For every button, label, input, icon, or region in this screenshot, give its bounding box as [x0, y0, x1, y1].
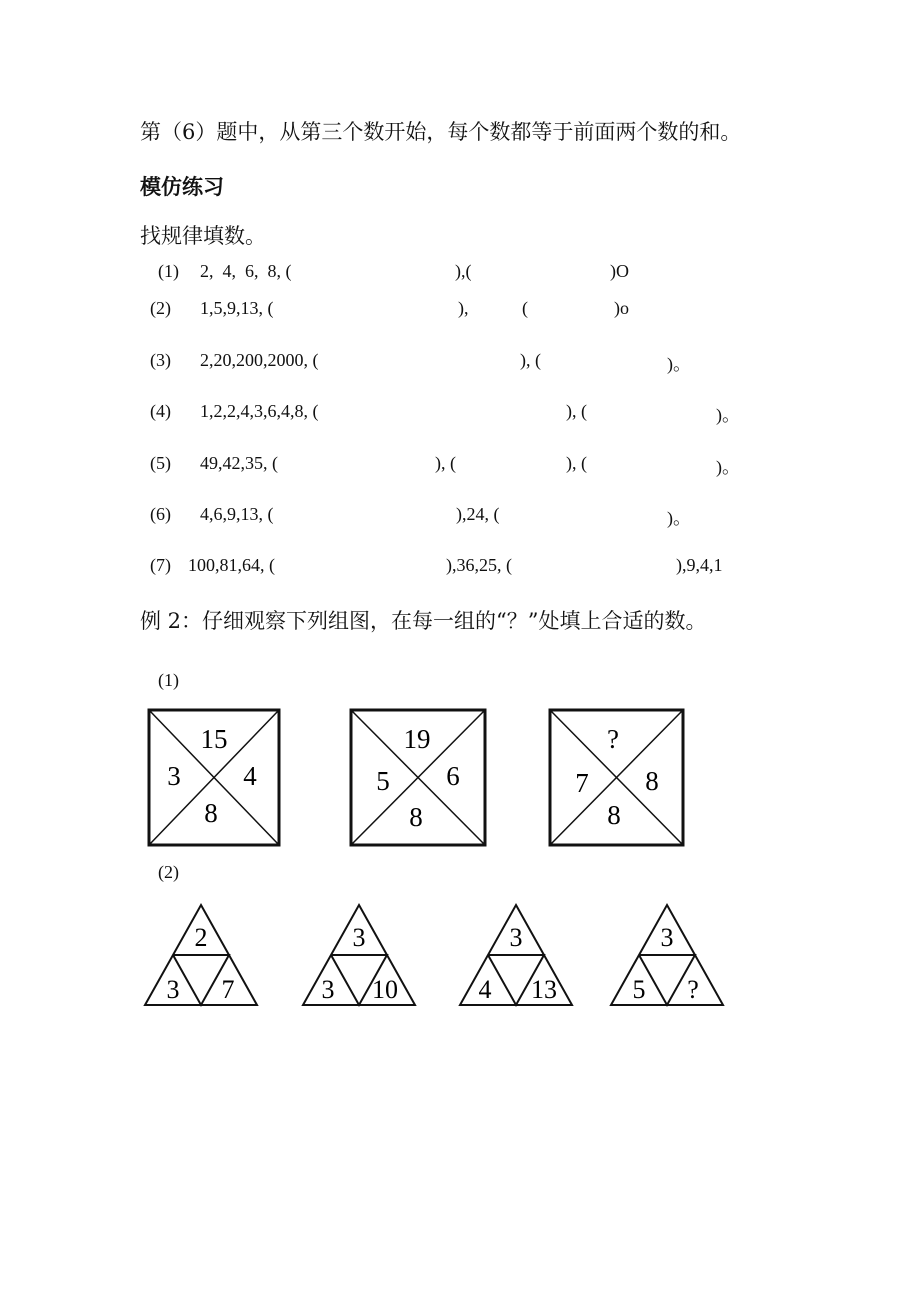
group-2-label: (2)	[158, 862, 179, 882]
square-figure-2	[351, 710, 485, 845]
exercise-number: (2)	[150, 298, 171, 318]
exercise-sequence: 4,6,9,13, (	[200, 504, 274, 524]
answer-blank-separator[interactable]: ),	[458, 298, 469, 318]
exercise-end: ),9,4,1	[676, 555, 723, 575]
exercise-end: )。	[716, 405, 740, 425]
exercise-sequence: 1,5,9,13, (	[200, 298, 274, 318]
triangle-figures	[0, 895, 920, 1015]
answer-blank-separator[interactable]: ), (	[435, 453, 456, 473]
exercise-number: (4)	[150, 401, 171, 421]
exercise-end: )O	[610, 261, 629, 281]
square-bottom-value: 8	[409, 802, 423, 832]
answer-blank-separator[interactable]: ),24, (	[456, 504, 500, 524]
square-left-value: 3	[167, 761, 181, 791]
exercise-sequence: 49,42,35, (	[200, 453, 278, 473]
triangle-figure-3	[460, 905, 572, 1005]
exercise-number: (1)	[158, 261, 179, 281]
triangle-top-value: 3	[352, 923, 366, 952]
triangle-left-value: 3	[321, 975, 335, 1004]
triangle-left-value: 4	[478, 975, 492, 1004]
exercise-end: )。	[716, 457, 740, 477]
exercise-sequence: 1,2,2,4,3,6,4,8, (	[200, 401, 319, 421]
triangle-top-value: 2	[194, 923, 208, 952]
exercise-number: (6)	[150, 504, 171, 524]
square-left-value: 7	[575, 768, 589, 798]
answer-blank-separator[interactable]: ), (	[520, 350, 541, 370]
square-top-value: 15	[200, 724, 228, 754]
square-top-value[interactable]: ?	[607, 724, 619, 754]
square-right-value: 4	[243, 761, 257, 791]
group-1-label: (1)	[158, 670, 179, 690]
square-figure-1	[149, 710, 279, 845]
exercise-sequence: 2, 4, 6, 8, (	[200, 261, 292, 281]
exercise-sequence: 2,20,200,2000, (	[200, 350, 319, 370]
exercise-number: (3)	[150, 350, 171, 370]
square-figure-3	[550, 710, 683, 845]
answer-blank-separator[interactable]: ),(	[455, 261, 472, 281]
exercise-number: (7)	[150, 555, 171, 575]
triangle-right-value: 7	[221, 975, 235, 1004]
exercise-sequence: 100,81,64, (	[188, 555, 275, 575]
square-bottom-value: 8	[607, 800, 621, 830]
instruction: 找规律填数。	[140, 224, 266, 248]
section-title: 模仿练习	[140, 175, 224, 199]
triangle-figure-4	[611, 905, 723, 1005]
answer-blank-separator[interactable]: ), (	[566, 453, 587, 473]
square-figures	[0, 700, 920, 860]
triangle-right-value: 13	[531, 975, 557, 1004]
answer-blank-separator[interactable]: ),36,25, (	[446, 555, 512, 575]
triangle-right-value: 10	[372, 975, 398, 1004]
triangle-left-value: 3	[166, 975, 180, 1004]
intro-line: 第（6）题中，从第三个数开始，每个数都等于前面两个数的和。	[140, 120, 742, 144]
exercise-end: )。	[667, 354, 691, 374]
triangle-right-value[interactable]: ?	[687, 975, 699, 1004]
square-top-value: 19	[403, 724, 431, 754]
exercise-number: (5)	[150, 453, 171, 473]
triangle-top-value: 3	[660, 923, 674, 952]
answer-blank-separator[interactable]: ), (	[566, 401, 587, 421]
example-2-instruction: 例 2：仔细观察下列组图，在每一组的“？”处填上合适的数。	[140, 609, 707, 633]
triangle-left-value: 5	[632, 975, 646, 1004]
triangle-figure-1	[145, 905, 257, 1005]
exercise-end: )。	[667, 508, 691, 528]
exercise-end: )o	[614, 298, 629, 318]
triangle-top-value: 3	[509, 923, 523, 952]
square-left-value: 5	[376, 766, 390, 796]
square-bottom-value: 8	[204, 798, 218, 828]
square-right-value: 8	[645, 766, 659, 796]
square-right-value: 6	[446, 761, 460, 791]
triangle-figure-2	[303, 905, 415, 1005]
answer-blank-open[interactable]: (	[522, 298, 528, 318]
